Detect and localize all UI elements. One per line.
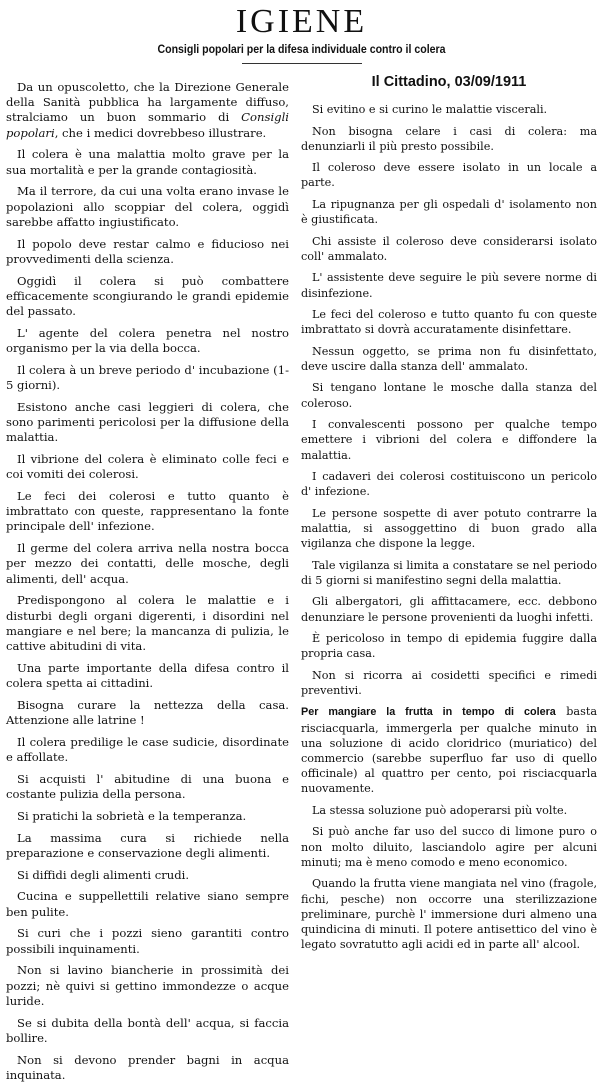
paragraph: Tale vigilanza si limita a constatare se nel periodo di 5 giorni si manifestino segni della malattia. [301,558,597,587]
paragraph: La massima cura si richiede nella preparazione e conservazione degli alimenti. [6,830,289,860]
intro-emphasis: Consigli popolari [6,110,289,140]
paragraph: L' assistente deve seguire le più severe norme di disinfezione. [301,271,597,300]
fruit-text: basta risciacquarla, immergerla per qualche minuto in una soluzione di acido cloridrico (muriatico) del commercio (sarebbe superfluo far uso di quello officinale) al quattro per cento, poi risciacquarla nuovamente. [301,705,597,796]
paragraph: Nessun oggetto, se prima non fu disinfettato, deve uscire dalla stanza dell' ammalato. [301,344,597,373]
paragraph: Il colera è una malattia molto grave per la sua mortalità e per la grande contagiosità. [6,147,289,177]
paragraph: Si acquisti l' abitudine di una buona e costante pulizia della persona. [6,771,289,802]
paragraph: Cucina e suppellettili relative siano sempre ben pulite. [6,889,289,919]
paragraph: Si può anche far uso del succo di limone puro o non molto diluito, lasciandolo agire per alcuni minuti; ma è meno comodo e meno economico. [301,825,597,869]
paragraph: I convalescenti possono per qualche tempo emettere i vibrioni del colera e diffondere la malattia. [301,418,597,462]
intro-text-b: , che i medici dovrebbeso illustrare. [54,125,267,140]
paragraph: Si tengano lontane le mosche dalla stanza del coleroso. [301,381,597,410]
title-divider [242,63,362,64]
paragraph: Si curi che i pozzi sieno garantiti contro possibili inquinamenti. [6,926,289,956]
paragraph: Una parte importante della difesa contro il colera spetta ai cittadini. [6,660,289,691]
paragraph: Il germe del colera arriva nella nostra bocca per mezzo dei contatti, delle mosche, degli alimenti, dell' acqua. [6,541,289,586]
paragraph: Predispongono al colera le malattie e i disturbi degli organi digerenti, i disordini nel mangiare e nel bere; la mancanza di pulizia, le cattive abitudini di vita. [6,593,289,654]
paragraph: Si evitino e si curino le malattie viscerali. [312,103,548,116]
paragraph: È pericoloso in tempo di epidemia fuggire dalla propria casa. [301,632,597,661]
left-column [6,80,289,1090]
paragraph: Non bisogna celare i casi di colera: ma denunziarli il più presto possibile. [301,124,597,153]
paragraph: Il vibrione del colera è eliminato colle feci e coi vomiti dei colerosi. [6,452,289,482]
article-subtitle: Consigli popolari per la difesa individuale contro il colera [157,44,446,56]
paragraph: Il popolo deve restar calmo e fiducioso nei provvedimenti della scienza. [6,236,289,266]
paragraph: L' agente del colera penetra nel nostro organismo per la via della bocca. [6,325,289,356]
right-column [301,74,597,1090]
paragraph: Si diffidi degli alimenti crudi. [17,867,190,882]
article-title: IGIENE [235,3,368,40]
paragraph: Il colera predilige le case sudicie, disordinate e affollate. [6,734,289,765]
paragraph: La ripugnanza per gli ospedali d' isolamento non è giustificata. [301,197,597,227]
paragraph: Se si dubita della bontà dell' acqua, si faccia bollire. [6,1015,289,1045]
paragraph: Il coleroso deve essere isolato in un locale a parte. [301,161,597,190]
paragraph: I cadaveri dei colerosi costituiscono un pericolo d' infezione. [301,470,597,499]
intro-text-a: Da un opuscoletto, che la Direzione Generale della Sanità pubblica ha largamente diffuso, stralciamo un buon sommario di [6,80,289,125]
fruit-bold-lead: Per mangiare la frutta in tempo di colera [301,706,556,719]
paragraph: Esistono anche casi leggieri di colera, che sono parimenti pericolosi per la diffusione della malattia. [6,399,289,445]
paragraph: Il colera à un breve periodo d' incubazione (1-5 giorni). [6,362,289,393]
paragraph: Si pratichi la sobrietà e la temperanza. [17,808,247,823]
source-heading: Il Cittadino, 03/09/1911 [371,74,527,90]
fruit-paragraph [301,704,597,796]
paragraph: Non si ricorra ai cosidetti specifici e rimedi preventivi. [301,668,597,697]
paragraph: La stessa soluzione può adoperarsi più volte. [312,803,568,817]
paragraph: Oggidì il colera si può combattere efficacemente scongiurando le grandi epidemie del passato. [6,273,289,319]
paragraph: Le feci dei colerosi e tutto quanto è imbrattato con queste, rappresentano la fonte principale dell' infezione. [6,489,289,534]
masthead [6,0,597,64]
paragraph: Gli albergatori, gli affittacamere, ecc. debbono denunziare le persone provenienti da luoghi infetti. [301,595,597,624]
paragraph: Bisogna curare la nettezza della casa. Attenzione alle latrine ! [6,697,289,728]
paragraph: Non si lavino biancherie in prossimità dei pozzi; nè quivi si gettino immondezze o acque luride. [6,963,289,1008]
intro-paragraph [6,80,289,141]
paragraph: Le feci del coleroso e tutto quanto fu con queste imbrattato si dovrà accuratamente disinfettare. [301,308,597,337]
paragraph: Ma il terrore, da cui una volta erano invase le popolazioni allo scoppiar del colera, oggidì sarebbe affatto ingiustificato. [6,184,289,229]
paragraph: Non si devono prender bagni in acqua inquinata. [6,1052,289,1082]
paragraph: Chi assiste il coleroso deve considerarsi isolato coll' ammalato. [301,234,597,263]
paragraph: Le persone sospette di aver potuto contrarre la malattia, si assoggettino di buon grado alla vigilanza che dispone la legge. [301,506,597,551]
article-columns [6,74,597,1090]
paragraph: Quando la frutta viene mangiata nel vino (fragole, fichi, pesche) non occorre una sterilizzazione preliminare, purchè l' immersione duri almeno una quindicina di minuti. Il potere antisettico del vino è legato sovratutto agli acidi ed in parte all' alcool. [301,877,597,952]
